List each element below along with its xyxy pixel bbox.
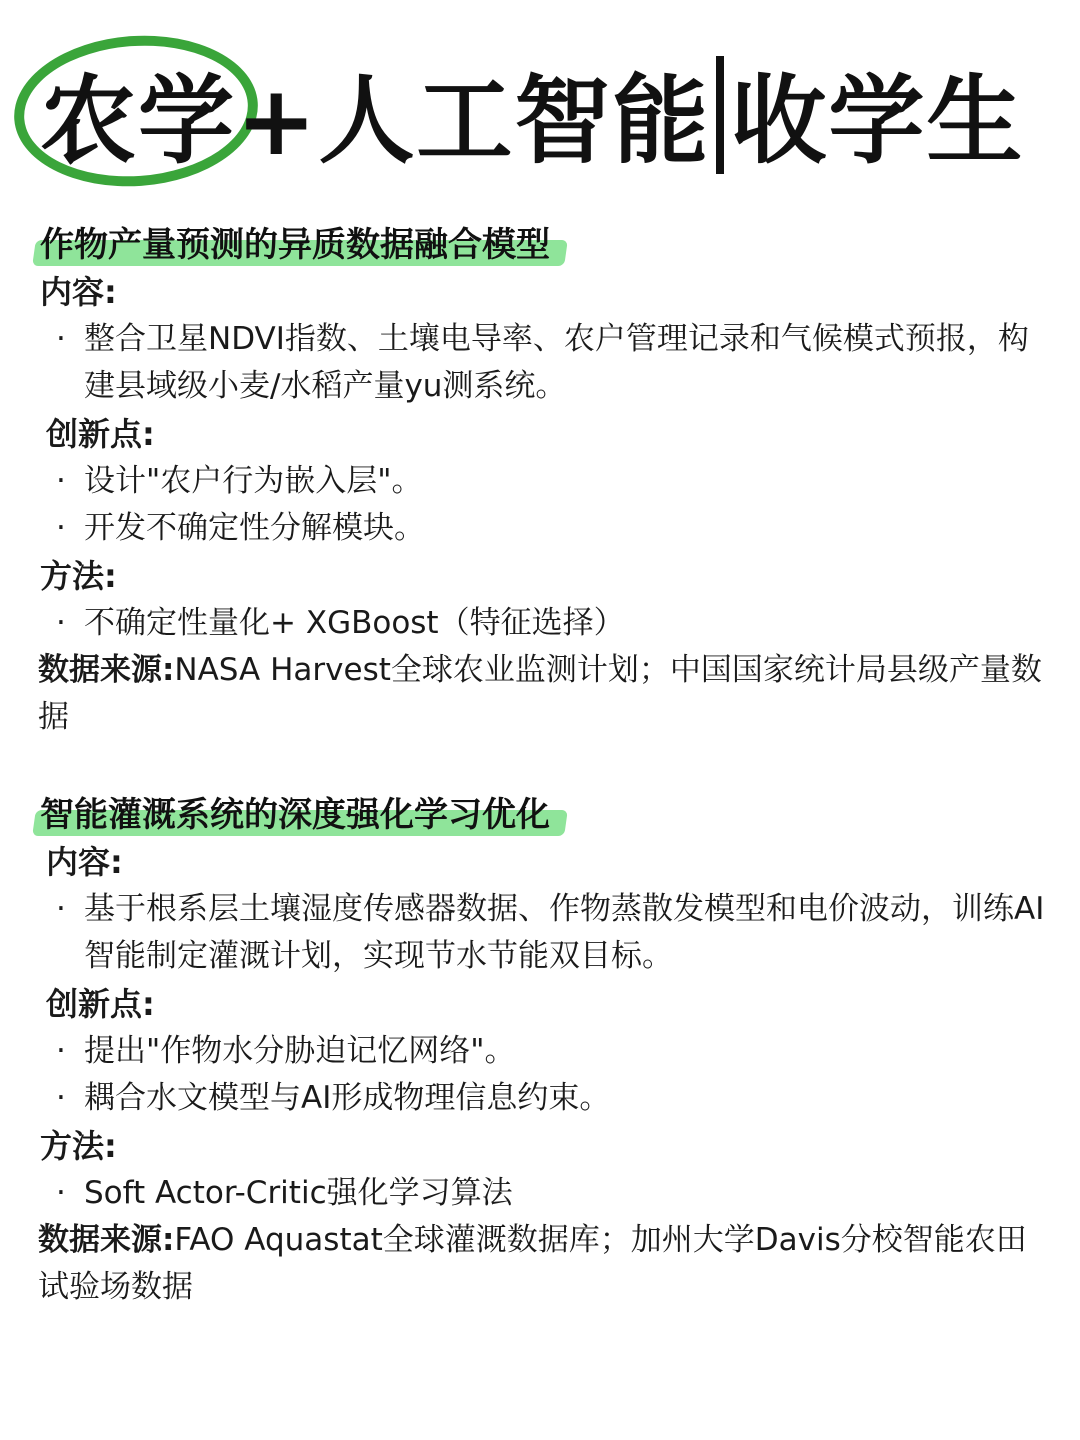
bullet-dot: · — [56, 1080, 66, 1116]
data-source — [38, 647, 1048, 741]
innovation-text: 设计"农户行为嵌入层"。 — [84, 463, 423, 499]
bullet-dot: · — [56, 1175, 66, 1211]
list-item — [38, 600, 1048, 647]
bullet-dot: · — [56, 1033, 66, 1069]
source-label: 数据来源: — [38, 652, 175, 688]
list-item — [38, 316, 1048, 410]
list-item — [38, 1028, 1048, 1075]
data-source — [38, 1217, 1048, 1311]
title-text — [40, 56, 1024, 181]
list-item — [38, 1170, 1048, 1217]
innovation-label: 创新点: — [46, 985, 155, 1023]
list-item — [38, 458, 1048, 505]
section-heading: 作物产量预测的异质数据融合模型 — [38, 222, 556, 268]
title-divider — [716, 56, 724, 174]
method-text: Soft Actor-Critic强化学习算法 — [84, 1175, 513, 1211]
bullet-dot: · — [56, 891, 66, 927]
title-circled-word: 农学 — [40, 65, 236, 177]
list-item — [38, 505, 1048, 552]
list-item — [38, 886, 1048, 980]
innovation-text: 开发不确定性分解模块。 — [84, 510, 425, 546]
content-label: 内容: — [46, 843, 123, 881]
source-text: FAO Aquastat全球灌溉数据库；加州大学Davis分校智能农田试验场数据 — [38, 1222, 1027, 1305]
section-heading: 智能灌溉系统的深度强化学习优化 — [38, 792, 556, 838]
innovation-text: 耦合水文模型与AI形成物理信息约束。 — [84, 1080, 611, 1116]
bullet-dot: · — [56, 510, 66, 546]
bullet-dot: · — [56, 321, 66, 357]
title-after-bar: 收学生 — [730, 65, 1025, 177]
bullet-dot: · — [56, 605, 66, 641]
innovation-label: 创新点: — [46, 415, 155, 453]
source-label: 数据来源: — [38, 1222, 175, 1258]
bullet-dot: · — [56, 463, 66, 499]
method-text: 不确定性量化+ XGBoost（特征选择） — [84, 605, 625, 641]
content-text: 整合卫星NDVI指数、土壤电导率、农户管理记录和气候模式预报，构建县域级小麦/水稻产量yu测系统。 — [84, 321, 1029, 404]
topic-section-2 — [38, 792, 1048, 1311]
content-text: 基于根系层土壤湿度传感器数据、作物蒸散发模型和电价波动，训练AI智能制定灌溉计划，实现节水节能双目标。 — [84, 891, 1045, 974]
method-label: 方法: — [40, 557, 117, 595]
content-label: 内容: — [40, 273, 117, 311]
method-label: 方法: — [40, 1127, 117, 1165]
topic-section-1 — [38, 222, 1048, 741]
title-rest: +人工智能 — [236, 65, 711, 177]
list-item — [38, 1075, 1048, 1122]
page-title — [14, 34, 1054, 194]
source-text: NASA Harvest全球农业监测计划；中国国家统计局县级产量数据 — [38, 652, 1042, 735]
innovation-text: 提出"作物水分胁迫记忆网络"。 — [84, 1033, 516, 1069]
